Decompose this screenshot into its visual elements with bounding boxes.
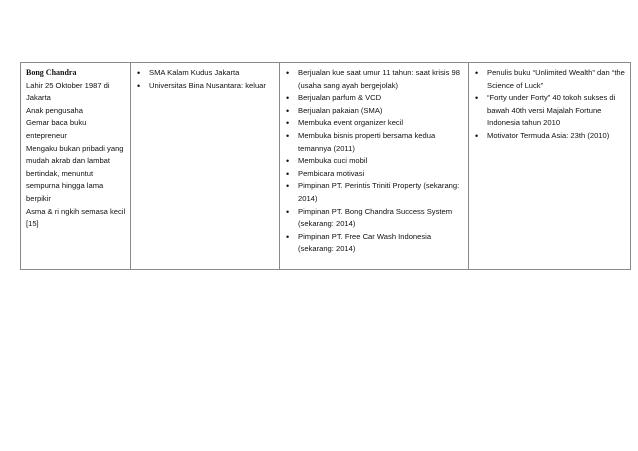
profile-detail: Asma & ri ngkih semasa kecil <box>26 206 126 216</box>
list-item: • Pimpinan PT. Bong Chandra Success System (sekarang: 2014) <box>285 206 464 231</box>
list-item: • Membuka bisnis properti bersama kedua temannya (2011) <box>285 130 464 155</box>
profile-detail: Lahir 25 Oktober 1987 di <box>26 80 110 90</box>
list-item: • Berjualan kue saat umur 11 tahun: saat krisis 98 (usaha sang ayah bergejolak) <box>285 67 464 92</box>
profile-detail: mudah akrab dan lambat <box>26 156 111 166</box>
list-item: • Membuka event organizer kecil <box>285 117 464 130</box>
list-item: • SMA Kalam Kudus Jakarta <box>136 67 275 80</box>
achievements-cell <box>469 63 631 270</box>
list-item: • Berjualan pakaian (SMA) <box>285 105 464 118</box>
profile-detail: Mengaku bukan pribadi yang <box>26 143 124 153</box>
list-item: • Pimpinan PT. Perintis Triniti Property (sekarang: 2014) <box>285 180 464 205</box>
profile-detail: entepreneur <box>26 130 67 140</box>
career-list <box>285 67 464 256</box>
list-item: • Pimpinan PT. Free Car Wash Indonesia (sekarang: 2014) <box>285 231 464 256</box>
list-item: • Universitas Bina Nusantara: keluar <box>136 80 275 93</box>
career-cell <box>280 63 469 270</box>
profile-name: Bong Chandra <box>26 68 77 77</box>
list-item: • Pembicara motivasi <box>285 168 464 181</box>
table-row <box>21 63 631 270</box>
list-item: • Motivator Termuda Asia: 23th (2010) <box>474 130 626 143</box>
profile-cell <box>21 63 131 270</box>
profile-detail: Gemar baca buku <box>26 118 87 128</box>
profile-detail: Jakarta <box>26 93 51 103</box>
profile-detail: Anak pengusaha <box>26 105 84 115</box>
profile-table <box>20 62 631 270</box>
achievements-list <box>474 67 626 143</box>
profile-detail: [15] <box>26 219 39 229</box>
list-item: • Membuka cuci mobil <box>285 155 464 168</box>
list-item: • “Forty under Forty” 40 tokoh sukses di bawah 40th versi Majalah Fortune Indonesia tahun 2010 <box>474 92 626 130</box>
education-list <box>136 67 275 92</box>
profile-detail: bertindak, menuntut <box>26 168 94 178</box>
list-item: • Berjualan parfum & VCD <box>285 92 464 105</box>
list-item: • Penulis buku “Unlimited Wealth” dan “the Science of Luck” <box>474 67 626 92</box>
profile-detail: berpikir <box>26 193 51 203</box>
education-cell <box>131 63 280 270</box>
profile-detail: sempurna hingga lama <box>26 181 104 191</box>
